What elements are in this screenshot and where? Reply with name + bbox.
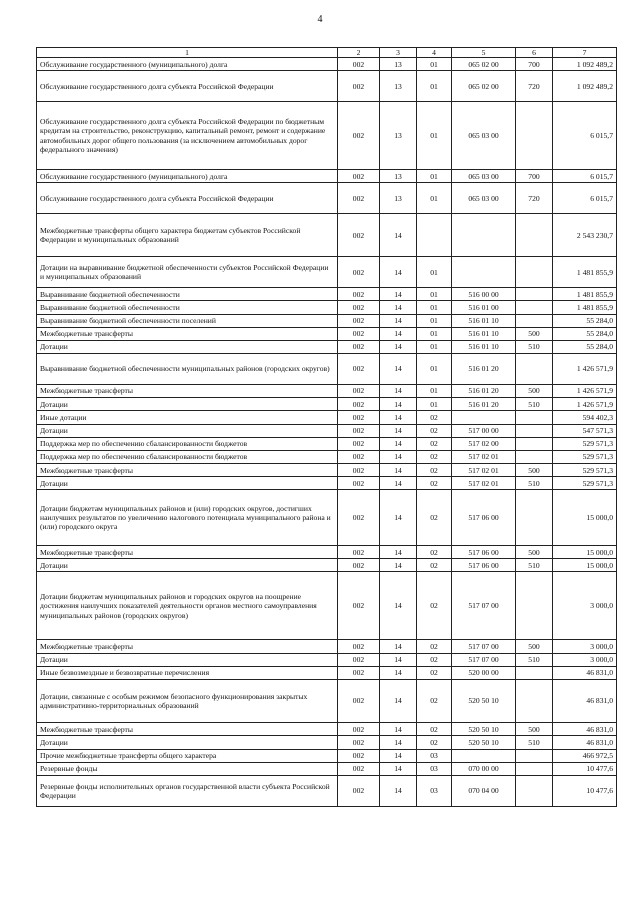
expense-type-cell: 510 — [516, 653, 553, 666]
section-cell: 14 — [380, 257, 417, 288]
subsection-cell: 03 — [417, 749, 452, 762]
expense-type-cell: 720 — [516, 71, 553, 102]
amount-cell: 1 426 571,9 — [553, 384, 617, 397]
section-cell: 14 — [380, 354, 417, 385]
header-cell: 3 — [380, 48, 417, 58]
amount-cell: 6 015,7 — [553, 170, 617, 183]
subsection-cell: 02 — [417, 546, 452, 559]
target-item-cell: 516 01 00 — [452, 301, 516, 314]
table-row — [37, 411, 617, 424]
target-item-cell: 516 01 10 — [452, 340, 516, 353]
admin-code-cell: 002 — [338, 214, 380, 257]
admin-code-cell: 002 — [338, 58, 380, 71]
row-name-cell: Межбюджетные трансферты — [37, 384, 338, 397]
section-cell: 14 — [380, 411, 417, 424]
amount-cell: 10 477,6 — [553, 762, 617, 775]
section-cell: 13 — [380, 102, 417, 170]
admin-code-cell: 002 — [338, 546, 380, 559]
amount-cell: 529 571,3 — [553, 477, 617, 490]
target-item-cell: 516 01 20 — [452, 398, 516, 411]
target-item-cell — [452, 257, 516, 288]
target-item-cell: 517 02 01 — [452, 450, 516, 463]
amount-cell: 46 831,0 — [553, 666, 617, 679]
section-cell: 14 — [380, 327, 417, 340]
table-row — [37, 71, 617, 102]
row-name-cell: Дотации — [37, 736, 338, 749]
subsection-cell: 01 — [417, 327, 452, 340]
row-name-cell: Иные безвозмездные и безвозвратные перечисления — [37, 666, 338, 679]
target-item-cell: 520 50 10 — [452, 679, 516, 722]
expense-type-cell — [516, 437, 553, 450]
admin-code-cell: 002 — [338, 340, 380, 353]
admin-code-cell: 002 — [338, 640, 380, 653]
row-name-cell: Межбюджетные трансферты — [37, 546, 338, 559]
expense-type-cell — [516, 775, 553, 806]
expense-type-cell: 510 — [516, 559, 553, 572]
target-item-cell: 070 00 00 — [452, 762, 516, 775]
admin-code-cell: 002 — [338, 666, 380, 679]
amount-cell: 547 571,3 — [553, 424, 617, 437]
row-name-cell: Дотации, связанные с особым режимом безопасного функционирования закрытых административно-территориальных образований — [37, 679, 338, 722]
target-item-cell — [452, 411, 516, 424]
admin-code-cell: 002 — [338, 301, 380, 314]
admin-code-cell: 002 — [338, 411, 380, 424]
amount-cell: 1 481 855,9 — [553, 301, 617, 314]
row-name-cell: Дотации бюджетам муниципальных районов и городских округов на поощрение достижения наилучших показателей деятельности органов местного самоуправления муниципальных районов (городских округов) — [37, 572, 338, 640]
expense-type-cell: 700 — [516, 58, 553, 71]
subsection-cell: 02 — [417, 653, 452, 666]
subsection-cell: 02 — [417, 559, 452, 572]
row-name-cell: Резервные фонды исполнительных органов государственной власти субъекта Российской Федерации — [37, 775, 338, 806]
row-name-cell: Дотации — [37, 477, 338, 490]
target-item-cell — [452, 749, 516, 762]
expense-type-cell: 510 — [516, 736, 553, 749]
section-cell: 13 — [380, 58, 417, 71]
subsection-cell: 03 — [417, 762, 452, 775]
admin-code-cell: 002 — [338, 314, 380, 327]
amount-cell: 46 831,0 — [553, 679, 617, 722]
table-row — [37, 354, 617, 385]
row-name-cell: Межбюджетные трансферты — [37, 327, 338, 340]
table-row — [37, 398, 617, 411]
expense-type-cell — [516, 257, 553, 288]
row-name-cell: Обслуживание государственного долга субъекта Российской Федерации — [37, 71, 338, 102]
section-cell: 14 — [380, 314, 417, 327]
subsection-cell: 01 — [417, 71, 452, 102]
target-item-cell: 517 02 01 — [452, 477, 516, 490]
row-name-cell: Дотации — [37, 559, 338, 572]
subsection-cell: 02 — [417, 424, 452, 437]
section-cell: 14 — [380, 398, 417, 411]
subsection-cell: 02 — [417, 437, 452, 450]
amount-cell: 55 284,0 — [553, 314, 617, 327]
target-item-cell: 517 07 00 — [452, 653, 516, 666]
expense-type-cell — [516, 424, 553, 437]
table-row — [37, 464, 617, 477]
section-cell: 13 — [380, 71, 417, 102]
target-item-cell: 516 01 10 — [452, 314, 516, 327]
target-item-cell: 065 02 00 — [452, 58, 516, 71]
subsection-cell — [417, 214, 452, 257]
subsection-cell: 01 — [417, 384, 452, 397]
page-number: 4 — [317, 14, 323, 25]
section-cell: 14 — [380, 288, 417, 301]
row-name-cell: Прочие межбюджетные трансферты общего характера — [37, 749, 338, 762]
admin-code-cell: 002 — [338, 170, 380, 183]
section-cell: 14 — [380, 736, 417, 749]
table-row — [37, 183, 617, 214]
expense-type-cell — [516, 411, 553, 424]
amount-cell: 10 477,6 — [553, 775, 617, 806]
expense-type-cell — [516, 102, 553, 170]
subsection-cell: 02 — [417, 666, 452, 679]
header-cell: 1 — [37, 48, 338, 58]
target-item-cell: 520 50 10 — [452, 736, 516, 749]
target-item-cell: 517 07 00 — [452, 572, 516, 640]
section-cell: 14 — [380, 214, 417, 257]
expense-type-cell: 500 — [516, 384, 553, 397]
row-name-cell: Поддержка мер по обеспечению сбалансированности бюджетов — [37, 437, 338, 450]
target-item-cell: 516 01 20 — [452, 384, 516, 397]
amount-cell: 594 402,3 — [553, 411, 617, 424]
amount-cell: 529 571,3 — [553, 450, 617, 463]
amount-cell: 1 426 571,9 — [553, 398, 617, 411]
amount-cell: 3 000,0 — [553, 572, 617, 640]
amount-cell: 55 284,0 — [553, 340, 617, 353]
admin-code-cell: 002 — [338, 559, 380, 572]
table-row — [37, 214, 617, 257]
table-row — [37, 257, 617, 288]
subsection-cell: 01 — [417, 288, 452, 301]
subsection-cell: 01 — [417, 183, 452, 214]
expense-type-cell: 510 — [516, 477, 553, 490]
section-cell: 14 — [380, 477, 417, 490]
table-row — [37, 666, 617, 679]
table-row — [37, 301, 617, 314]
table-row — [37, 288, 617, 301]
target-item-cell: 065 03 00 — [452, 170, 516, 183]
row-name-cell: Межбюджетные трансферты — [37, 464, 338, 477]
row-name-cell: Обслуживание государственного (муниципального) долга — [37, 58, 338, 71]
subsection-cell: 03 — [417, 775, 452, 806]
admin-code-cell: 002 — [338, 464, 380, 477]
subsection-cell: 02 — [417, 640, 452, 653]
section-cell: 14 — [380, 559, 417, 572]
section-cell: 14 — [380, 572, 417, 640]
section-cell: 14 — [380, 775, 417, 806]
section-cell: 13 — [380, 170, 417, 183]
header-cell: 7 — [553, 48, 617, 58]
expense-type-cell — [516, 679, 553, 722]
amount-cell: 2 543 230,7 — [553, 214, 617, 257]
section-cell: 14 — [380, 749, 417, 762]
admin-code-cell: 002 — [338, 288, 380, 301]
row-name-cell: Обслуживание государственного (муниципального) долга — [37, 170, 338, 183]
expense-type-cell — [516, 314, 553, 327]
section-cell: 14 — [380, 384, 417, 397]
section-cell: 14 — [380, 546, 417, 559]
header-row — [37, 48, 617, 58]
expense-type-cell: 500 — [516, 464, 553, 477]
target-item-cell: 516 01 20 — [452, 354, 516, 385]
row-name-cell: Дотации бюджетам муниципальных районов и (или) городских округов, достигших наилучших результатов по увеличению налогового потенциала муниципального района и (или) городского округа — [37, 490, 338, 546]
table-row — [37, 437, 617, 450]
expense-type-cell: 500 — [516, 723, 553, 736]
table-row — [37, 736, 617, 749]
subsection-cell: 01 — [417, 340, 452, 353]
admin-code-cell: 002 — [338, 762, 380, 775]
table-header — [37, 48, 617, 58]
table-row — [37, 723, 617, 736]
budget-table — [36, 47, 617, 807]
table-row — [37, 559, 617, 572]
expense-type-cell — [516, 450, 553, 463]
admin-code-cell: 002 — [338, 102, 380, 170]
header-cell: 4 — [417, 48, 452, 58]
admin-code-cell: 002 — [338, 736, 380, 749]
table-row — [37, 653, 617, 666]
row-name-cell: Межбюджетные трансферты — [37, 640, 338, 653]
amount-cell: 6 015,7 — [553, 102, 617, 170]
section-cell: 13 — [380, 183, 417, 214]
admin-code-cell: 002 — [338, 450, 380, 463]
expense-type-cell: 510 — [516, 340, 553, 353]
table-row — [37, 490, 617, 546]
section-cell: 14 — [380, 762, 417, 775]
section-cell: 14 — [380, 666, 417, 679]
admin-code-cell: 002 — [338, 775, 380, 806]
admin-code-cell: 002 — [338, 384, 380, 397]
row-name-cell: Выравнивание бюджетной обеспеченности — [37, 288, 338, 301]
table-row — [37, 679, 617, 722]
admin-code-cell: 002 — [338, 354, 380, 385]
subsection-cell: 02 — [417, 411, 452, 424]
subsection-cell: 01 — [417, 314, 452, 327]
target-item-cell: 517 07 00 — [452, 640, 516, 653]
expense-type-cell — [516, 572, 553, 640]
row-name-cell: Обслуживание государственного долга субъекта Российской Федерации по бюджетным кредитам на строительство, реконструкцию, капитальный ремонт, ремонт и содержание автомобильных дорог общего пользования (за исключением автомобильных дорог федерального значения) — [37, 102, 338, 170]
expense-type-cell: 700 — [516, 170, 553, 183]
section-cell: 14 — [380, 424, 417, 437]
target-item-cell — [452, 214, 516, 257]
admin-code-cell: 002 — [338, 424, 380, 437]
section-cell: 14 — [380, 640, 417, 653]
table-row — [37, 170, 617, 183]
target-item-cell: 065 02 00 — [452, 71, 516, 102]
admin-code-cell: 002 — [338, 490, 380, 546]
table-row — [37, 384, 617, 397]
target-item-cell: 520 50 10 — [452, 723, 516, 736]
expense-type-cell — [516, 301, 553, 314]
table-row — [37, 546, 617, 559]
table-row — [37, 775, 617, 806]
admin-code-cell: 002 — [338, 183, 380, 214]
target-item-cell: 065 03 00 — [452, 183, 516, 214]
amount-cell: 55 284,0 — [553, 327, 617, 340]
amount-cell: 3 000,0 — [553, 640, 617, 653]
table-row — [37, 572, 617, 640]
subsection-cell: 01 — [417, 354, 452, 385]
table-row — [37, 762, 617, 775]
admin-code-cell: 002 — [338, 327, 380, 340]
table-row — [37, 58, 617, 71]
row-name-cell: Выравнивание бюджетной обеспеченности муниципальных районов (городских округов) — [37, 354, 338, 385]
section-cell: 14 — [380, 464, 417, 477]
section-cell: 14 — [380, 301, 417, 314]
admin-code-cell: 002 — [338, 71, 380, 102]
subsection-cell: 01 — [417, 257, 452, 288]
admin-code-cell: 002 — [338, 749, 380, 762]
row-name-cell: Поддержка мер по обеспечению сбалансированности бюджетов — [37, 450, 338, 463]
expense-type-cell — [516, 288, 553, 301]
subsection-cell: 02 — [417, 572, 452, 640]
row-name-cell: Дотации — [37, 398, 338, 411]
subsection-cell: 01 — [417, 58, 452, 71]
row-name-cell: Межбюджетные трансферты общего характера бюджетам субъектов Российской Федерации и муниципальных образований — [37, 214, 338, 257]
table-row — [37, 102, 617, 170]
admin-code-cell: 002 — [338, 723, 380, 736]
section-cell: 14 — [380, 490, 417, 546]
table-row — [37, 749, 617, 762]
target-item-cell: 070 04 00 — [452, 775, 516, 806]
target-item-cell: 517 00 00 — [452, 424, 516, 437]
subsection-cell: 02 — [417, 723, 452, 736]
amount-cell: 46 831,0 — [553, 736, 617, 749]
target-item-cell: 517 02 01 — [452, 464, 516, 477]
expense-type-cell: 500 — [516, 546, 553, 559]
row-name-cell: Дотации — [37, 424, 338, 437]
row-name-cell: Дотации на выравнивание бюджетной обеспеченности субъектов Российской Федерации и муниципальных образований — [37, 257, 338, 288]
section-cell: 14 — [380, 653, 417, 666]
header-cell: 6 — [516, 48, 553, 58]
table-row — [37, 450, 617, 463]
admin-code-cell: 002 — [338, 398, 380, 411]
amount-cell: 529 571,3 — [553, 464, 617, 477]
admin-code-cell: 002 — [338, 653, 380, 666]
expense-type-cell — [516, 490, 553, 546]
expense-type-cell — [516, 749, 553, 762]
header-cell: 5 — [452, 48, 516, 58]
row-name-cell: Обслуживание государственного долга субъекта Российской Федерации — [37, 183, 338, 214]
expense-type-cell: 500 — [516, 327, 553, 340]
amount-cell: 15 000,0 — [553, 490, 617, 546]
amount-cell: 1 426 571,9 — [553, 354, 617, 385]
amount-cell: 1 092 489,2 — [553, 58, 617, 71]
amount-cell: 15 000,0 — [553, 559, 617, 572]
table-row — [37, 477, 617, 490]
subsection-cell: 02 — [417, 490, 452, 546]
target-item-cell: 517 02 00 — [452, 437, 516, 450]
target-item-cell: 065 03 00 — [452, 102, 516, 170]
table-row — [37, 640, 617, 653]
amount-cell: 466 972,5 — [553, 749, 617, 762]
subsection-cell: 01 — [417, 102, 452, 170]
admin-code-cell: 002 — [338, 437, 380, 450]
table-row — [37, 424, 617, 437]
section-cell: 14 — [380, 679, 417, 722]
row-name-cell: Дотации — [37, 653, 338, 666]
amount-cell: 1 481 855,9 — [553, 257, 617, 288]
subsection-cell: 02 — [417, 464, 452, 477]
section-cell: 14 — [380, 437, 417, 450]
amount-cell: 6 015,7 — [553, 183, 617, 214]
expense-type-cell — [516, 354, 553, 385]
header-cell: 2 — [338, 48, 380, 58]
amount-cell: 3 000,0 — [553, 653, 617, 666]
admin-code-cell: 002 — [338, 257, 380, 288]
row-name-cell: Иные дотации — [37, 411, 338, 424]
row-name-cell: Резервные фонды — [37, 762, 338, 775]
target-item-cell: 516 01 10 — [452, 327, 516, 340]
subsection-cell: 01 — [417, 170, 452, 183]
table-row — [37, 340, 617, 353]
table-row — [37, 327, 617, 340]
subsection-cell: 01 — [417, 301, 452, 314]
section-cell: 14 — [380, 723, 417, 736]
subsection-cell: 02 — [417, 679, 452, 722]
target-item-cell: 516 00 00 — [452, 288, 516, 301]
target-item-cell: 517 06 00 — [452, 546, 516, 559]
section-cell: 14 — [380, 450, 417, 463]
admin-code-cell: 002 — [338, 679, 380, 722]
row-name-cell: Межбюджетные трансферты — [37, 723, 338, 736]
amount-cell: 46 831,0 — [553, 723, 617, 736]
expense-type-cell — [516, 214, 553, 257]
subsection-cell: 02 — [417, 736, 452, 749]
admin-code-cell: 002 — [338, 572, 380, 640]
row-name-cell: Выравнивание бюджетной обеспеченности — [37, 301, 338, 314]
row-name-cell: Выравнивание бюджетной обеспеченности поселений — [37, 314, 338, 327]
table-body — [37, 58, 617, 806]
subsection-cell: 02 — [417, 450, 452, 463]
expense-type-cell: 720 — [516, 183, 553, 214]
amount-cell: 15 000,0 — [553, 546, 617, 559]
row-name-cell: Дотации — [37, 340, 338, 353]
target-item-cell: 520 00 00 — [452, 666, 516, 679]
admin-code-cell: 002 — [338, 477, 380, 490]
subsection-cell: 01 — [417, 398, 452, 411]
expense-type-cell — [516, 666, 553, 679]
section-cell: 14 — [380, 340, 417, 353]
amount-cell: 1 092 489,2 — [553, 71, 617, 102]
expense-type-cell: 510 — [516, 398, 553, 411]
table-row — [37, 314, 617, 327]
amount-cell: 529 571,3 — [553, 437, 617, 450]
expense-type-cell: 500 — [516, 640, 553, 653]
target-item-cell: 517 06 00 — [452, 559, 516, 572]
expense-type-cell — [516, 762, 553, 775]
subsection-cell: 02 — [417, 477, 452, 490]
target-item-cell: 517 06 00 — [452, 490, 516, 546]
amount-cell: 1 481 855,9 — [553, 288, 617, 301]
